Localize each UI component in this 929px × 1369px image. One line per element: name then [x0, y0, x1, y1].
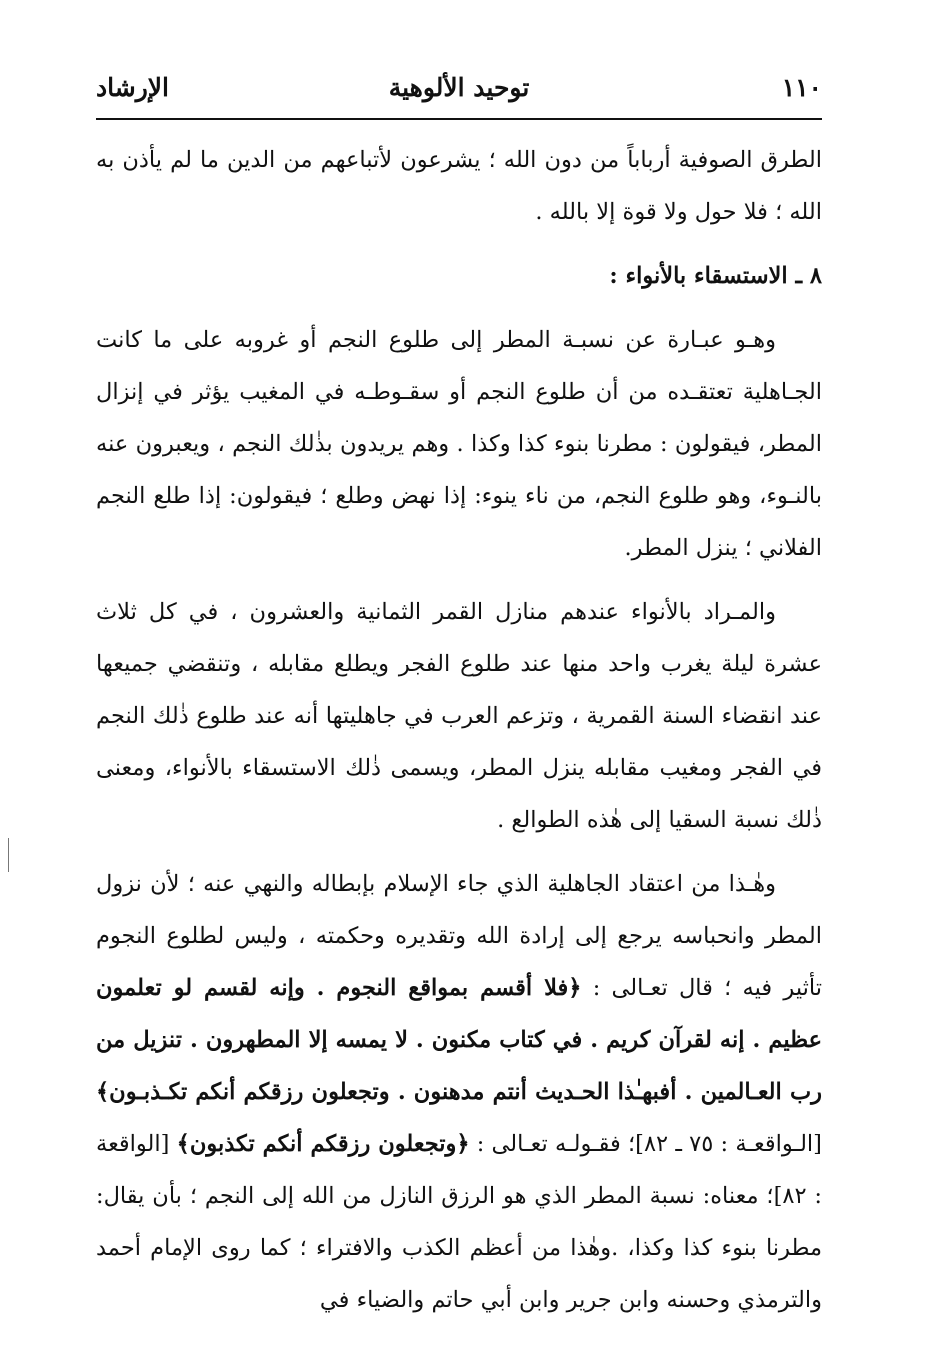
quran-verse-waqiah-82: ﴿وتجعلون رزقكم أنكم تكذبون﴾ [176, 1131, 470, 1157]
book-title: الإرشاد [96, 73, 169, 102]
continued-paragraph: الطرق الصوفية أرباباً من دون الله ؛ يشرعون لأتباعهم من الدين ما لم يأذن به الله ؛ فلا حول ولا قوة إلا بالله . [96, 147, 822, 225]
chapter-title: توحيد الألوهية [388, 73, 530, 102]
running-header [96, 68, 822, 112]
ruling-intro: وهٰـذا من اعتقاد الجاهلية الذي جاء الإسلام بإبطاله والنهي عنه ؛ لأن نزول المطر وانحباسه يرجع إلى إرادة الله وتقديره وحكمته ، وليس لطلوع النجوم تأثير فيه ؛ قال تعـالى : [96, 871, 822, 1001]
verse-reference: [الـواقعـة : ٧٥ ـ ٨٢]؛ فقـولـه تعـالى : [476, 1131, 822, 1157]
section-heading: ٨ ـ الاستسقاء بالأنواء : [609, 263, 822, 289]
paragraph-anwa-meaning: والمـراد بالأنواء عندهم منازل القمر الثمانية والعشرون ، في كل ثلاث عشرة ليلة يغرب واحد منها عند طلوع الفجر ويطلع مقابله ، وتنقضي جميعها عند انقضاء السنة القمرية ، وتزعم العرب في جاهليتها أنه عند طلوع ذٰلك النجم في الفجر ومغيب مقابله ينزل المطر، ويسمى ذٰلك الاستسقاء بالأنواء، ومعنى ذٰلك نسبة السقيا إلى هٰذه الطوالع . [96, 599, 822, 833]
quran-verse-waqiah-75-82: ﴿فلا أقسم بمواقع النجوم . وإنه لقسم لو تعلمون عظيم . إنه لقرآن كريم . في كتاب مكنون . لا يمسه إلا المطهرون . تنزيل من رب العـالمين . أفبهـٰذا الحـديث أنتم مدهنون . وتجعلون رزقكم أنكم تكـذبـون﴾ [96, 975, 822, 1105]
ruling-explanation: [الواقعة : ٨٢]؛ معناه: نسبة المطر الذي هو الرزق النازل من الله إلى النجم ؛ بأن يقال: مطرنا بنوء كذا وكذا، .وهٰذا من أعظم الكذب والافتراء ؛ كما روى الإمام أحمد والترمذي وحسنه وابن جرير وابن أبي حاتم والضياء في [96, 1131, 822, 1313]
page-number: ١١٠ [781, 73, 822, 102]
page-body [96, 134, 822, 1326]
margin-mark [8, 838, 9, 872]
paragraph-definition: وهـو عبـارة عن نسبـة المطر إلى طلوع النجم أو غروبه على ما كانت الجـاهلية تعتقـده من أن طلوع النجم أو سقـوطـه في المغيب يؤثر في إنزال المطر، فيقولون : مطرنا بنوء كذا وكذا . وهم يريدون بذٰلك النجم ، ويعبرون عنه بالنـوء، وهو طلوع النجم، من ناء ينوء: إذا نهض وطلع ؛ فيقولون: إذا طلع النجم الفلاني ؛ ينزل المطر. [96, 327, 822, 561]
header-rule [96, 118, 822, 120]
paragraph-ruling [96, 858, 822, 1326]
